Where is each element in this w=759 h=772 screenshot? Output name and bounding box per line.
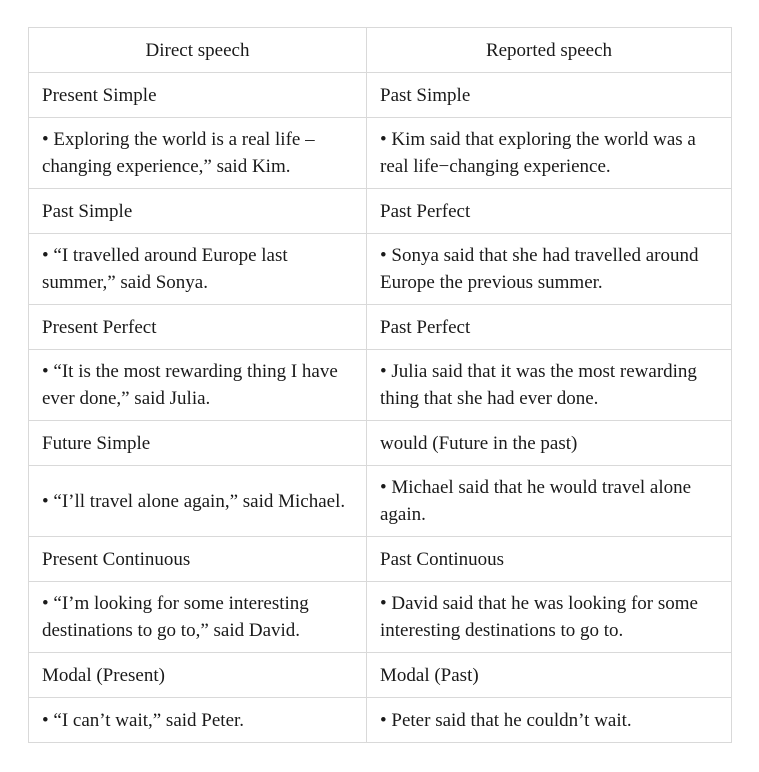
reported-example-cell: • Kim said that exploring the world was a real life−changing experience.: [367, 118, 732, 189]
example-row: [29, 698, 732, 743]
reported-tense-cell: Past Continuous: [367, 537, 732, 582]
reported-tense-cell: Modal (Past): [367, 653, 732, 698]
tense-row: [29, 537, 732, 582]
direct-tense-cell: Present Continuous: [29, 537, 367, 582]
example-row: [29, 350, 732, 421]
example-row: [29, 466, 732, 537]
direct-reported-speech-table: [28, 27, 732, 743]
reported-example-cell: • David said that he was looking for some interesting destinations to go to.: [367, 582, 732, 653]
direct-tense-cell: Future Simple: [29, 421, 367, 466]
tense-row: [29, 73, 732, 118]
direct-example-cell: • “I’ll travel alone again,” said Michael.: [29, 466, 367, 537]
direct-tense-cell: Present Simple: [29, 73, 367, 118]
reported-example-cell: • Julia said that it was the most rewarding thing that she had ever done.: [367, 350, 732, 421]
header-reported-speech: Reported speech: [367, 28, 732, 73]
header-row: [29, 28, 732, 73]
direct-tense-cell: Present Perfect: [29, 305, 367, 350]
direct-tense-cell: Modal (Present): [29, 653, 367, 698]
tense-row: [29, 305, 732, 350]
speech-table-container: [28, 27, 731, 743]
reported-example-cell: • Sonya said that she had travelled around Europe the previous summer.: [367, 234, 732, 305]
direct-example-cell: • “I can’t wait,” said Peter.: [29, 698, 367, 743]
direct-tense-cell: Past Simple: [29, 189, 367, 234]
reported-tense-cell: Past Simple: [367, 73, 732, 118]
direct-example-cell: • “It is the most rewarding thing I have ever done,” said Julia.: [29, 350, 367, 421]
direct-example-cell: • Exploring the world is a real life – changing experience,” said Kim.: [29, 118, 367, 189]
reported-tense-cell: Past Perfect: [367, 189, 732, 234]
direct-example-cell: • “I travelled around Europe last summer,” said Sonya.: [29, 234, 367, 305]
reported-tense-cell: Past Perfect: [367, 305, 732, 350]
reported-tense-cell: would (Future in the past): [367, 421, 732, 466]
direct-example-cell: • “I’m looking for some interesting destinations to go to,” said David.: [29, 582, 367, 653]
tense-row: [29, 421, 732, 466]
example-row: [29, 234, 732, 305]
reported-example-cell: • Peter said that he couldn’t wait.: [367, 698, 732, 743]
tense-row: [29, 189, 732, 234]
tense-row: [29, 653, 732, 698]
example-row: [29, 118, 732, 189]
reported-example-cell: • Michael said that he would travel alone again.: [367, 466, 732, 537]
header-direct-speech: Direct speech: [29, 28, 367, 73]
example-row: [29, 582, 732, 653]
